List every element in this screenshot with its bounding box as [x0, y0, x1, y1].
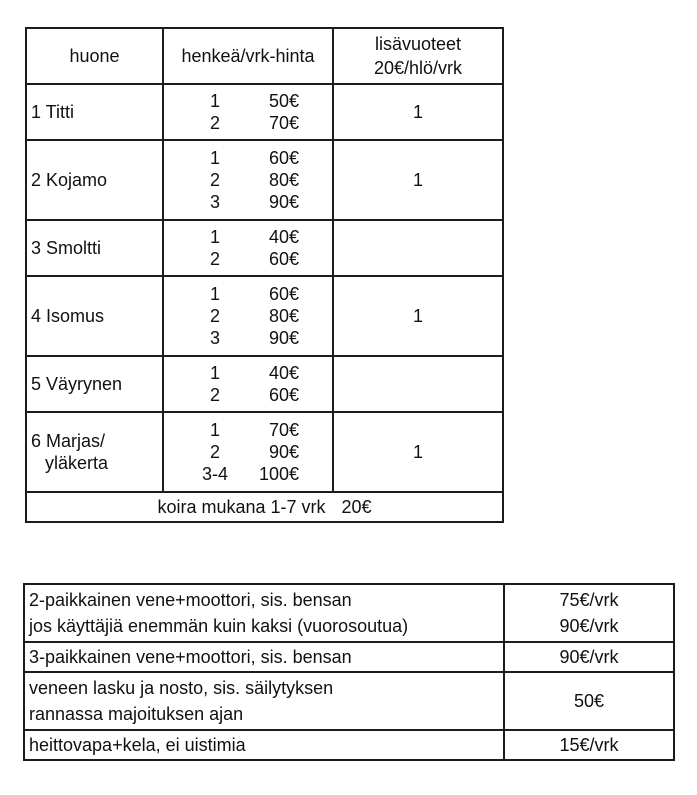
price-value: 100€	[258, 464, 299, 484]
price-line	[164, 463, 332, 485]
extra-beds-cell	[333, 412, 503, 492]
room-name-line2: yläkerta	[45, 453, 109, 473]
header-price	[163, 28, 333, 84]
rental-price-table	[23, 583, 675, 761]
dog-note-cell	[26, 492, 503, 522]
rental-desc-cell	[24, 672, 504, 730]
table-row	[24, 730, 674, 760]
person-count: 2	[209, 306, 220, 326]
header-extra-beds-line2: 20€/hlö/vrk	[373, 58, 463, 78]
extra-beds-count: 1	[412, 169, 423, 190]
price-value: 50€	[268, 91, 299, 111]
person-count: 1	[209, 148, 220, 168]
price-value: 80€	[268, 170, 299, 190]
price-line	[164, 327, 332, 349]
rental-price-line1: 50€	[573, 691, 605, 711]
rental-price-cell	[504, 584, 674, 642]
extra-beds-count: 1	[412, 441, 423, 462]
rental-desc-line2: jos käyttäjiä enemmän kuin kaksi (vuorosoutua)	[29, 616, 409, 636]
rental-price-cell	[504, 672, 674, 730]
rental-desc-cell	[24, 584, 504, 642]
person-count: 3	[209, 192, 220, 212]
rental-price-line1: 15€/vrk	[559, 735, 619, 755]
price-line	[164, 305, 332, 327]
rental-price-line2: 90€/vrk	[559, 616, 619, 636]
table-row	[24, 642, 674, 672]
extra-beds-cell	[333, 84, 503, 140]
price-line	[164, 191, 332, 213]
price-value: 40€	[268, 363, 299, 383]
person-count: 2	[209, 385, 220, 405]
room-name-cell	[26, 220, 163, 276]
price-value: 60€	[268, 148, 299, 168]
room-name: 6 Marjas/	[31, 431, 106, 451]
person-count: 3-4	[201, 464, 228, 484]
header-price-label: henkeä/vrk-hinta	[181, 46, 315, 66]
extra-beds-cell	[333, 220, 503, 276]
person-count: 1	[209, 227, 220, 247]
person-count: 1	[209, 91, 220, 111]
dog-note-label: koira mukana 1-7 vrk	[157, 497, 326, 517]
room-price-cell	[163, 140, 333, 220]
table-row	[24, 672, 674, 730]
room-name: 5 Väyrynen	[31, 374, 123, 394]
person-count: 1	[209, 284, 220, 304]
header-room-label: huone	[69, 46, 120, 66]
price-line	[164, 169, 332, 191]
price-value: 70€	[268, 113, 299, 133]
room-name: 4 Isomus	[31, 306, 105, 326]
price-line	[164, 226, 332, 248]
rental-price-cell	[504, 730, 674, 760]
extra-beds-cell	[333, 140, 503, 220]
price-line	[164, 112, 332, 134]
rental-desc-cell	[24, 642, 504, 672]
rental-desc-line2: rannassa majoituksen ajan	[29, 704, 244, 724]
price-line	[164, 384, 332, 406]
price-line	[164, 147, 332, 169]
rental-desc-cell	[24, 730, 504, 760]
person-count: 2	[209, 113, 220, 133]
dog-note-price: 20€	[341, 497, 372, 517]
person-count: 2	[209, 170, 220, 190]
price-line	[164, 248, 332, 270]
person-count: 2	[209, 249, 220, 269]
price-value: 90€	[268, 328, 299, 348]
extra-beds-cell	[333, 276, 503, 356]
price-value: 60€	[268, 284, 299, 304]
person-count: 3	[209, 328, 220, 348]
rental-desc-line1: heittovapa+kela, ei uistimia	[29, 735, 246, 755]
table-row	[24, 584, 674, 642]
table-row	[26, 412, 503, 492]
price-value: 90€	[268, 192, 299, 212]
room-name: 3 Smoltti	[31, 238, 102, 258]
room-price-cell	[163, 412, 333, 492]
room-name-cell	[26, 140, 163, 220]
price-value: 60€	[268, 249, 299, 269]
room-price-cell	[163, 220, 333, 276]
price-value: 40€	[268, 227, 299, 247]
price-line	[164, 362, 332, 384]
rental-desc-line1: 2-paikkainen vene+moottori, sis. bensan	[29, 590, 352, 610]
room-name-cell	[26, 356, 163, 412]
price-line	[164, 283, 332, 305]
header-extra-beds-line1: lisävuoteet	[374, 34, 462, 54]
price-line	[164, 90, 332, 112]
table-row	[26, 356, 503, 412]
extra-beds-count: 1	[412, 101, 423, 122]
room-name: 1 Titti	[31, 102, 75, 122]
table-row	[26, 220, 503, 276]
price-value: 60€	[268, 385, 299, 405]
price-line	[164, 419, 332, 441]
person-count: 1	[209, 363, 220, 383]
header-extra-beds	[333, 28, 503, 84]
table-row	[26, 140, 503, 220]
rental-desc-line1: veneen lasku ja nosto, sis. säilytyksen	[29, 678, 334, 698]
rental-price-line1: 90€/vrk	[559, 647, 619, 667]
rental-price-cell	[504, 642, 674, 672]
room-price-cell	[163, 84, 333, 140]
dog-note-row	[26, 492, 503, 522]
room-table-header-row	[26, 28, 503, 84]
price-line	[164, 441, 332, 463]
person-count: 1	[209, 420, 220, 440]
table-row	[26, 276, 503, 356]
header-room	[26, 28, 163, 84]
price-value: 90€	[268, 442, 299, 462]
table-row	[26, 84, 503, 140]
room-price-table	[25, 27, 504, 523]
person-count: 2	[209, 442, 220, 462]
room-name-cell	[26, 84, 163, 140]
rental-price-line1: 75€/vrk	[559, 590, 619, 610]
extra-beds-count: 1	[412, 305, 423, 326]
price-value: 80€	[268, 306, 299, 326]
price-value: 70€	[268, 420, 299, 440]
room-name-cell	[26, 276, 163, 356]
rental-desc-line1: 3-paikkainen vene+moottori, sis. bensan	[29, 647, 352, 667]
room-name-cell	[26, 412, 163, 492]
room-price-cell	[163, 276, 333, 356]
extra-beds-cell	[333, 356, 503, 412]
room-price-cell	[163, 356, 333, 412]
room-name: 2 Kojamo	[31, 170, 108, 190]
